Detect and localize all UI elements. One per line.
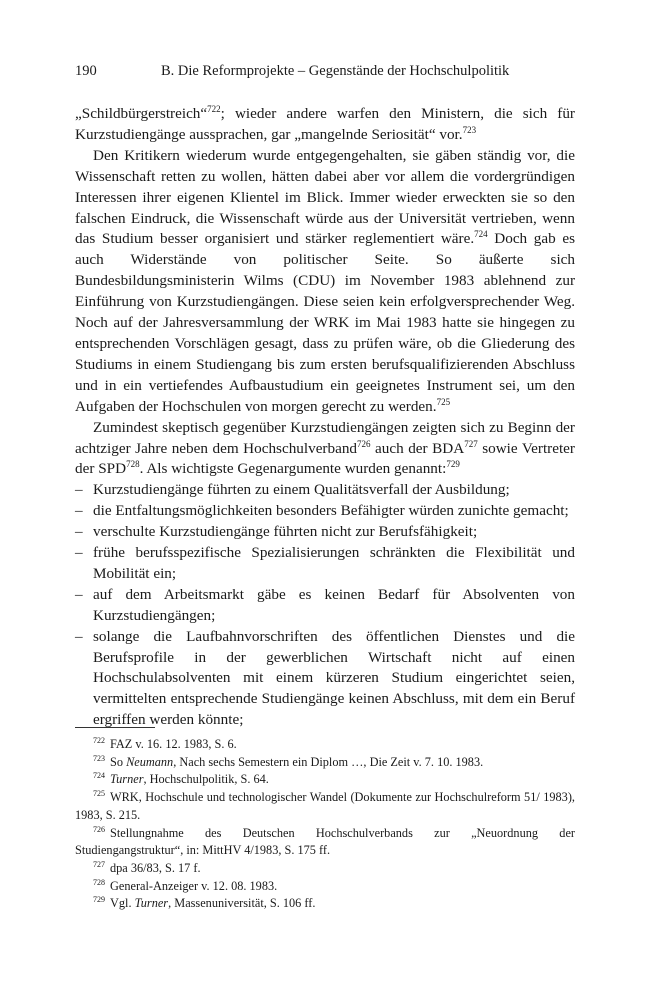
text-run: Doch gab es auch Widerstände von politischer Seite. So äußerte sich Bundesbildungsministerin Wilms (CDU) im November 1983 ablehnend zur Einführung von Kurzstudiengängen. Diese seien kein erfolgversprechender Weg. Noch auf der Jahresversammlung der WRK im Mai 1983 hatte sie hingegen zu entsprechenden Vorschlägen gesagt, dass zu prüfen wäre, ob die Gliederung des Studiums in einem Studiengang bis zum ersten berufsqualifizierenden Abschluss und in ein vertiefendes Aufbaustudium ein geeignetes Instrument sei, um den Aufgaben der Hochschulen von morgen gerecht zu werden. xyxy=(75,230,575,415)
text-run: WRK, Hochschule und technologischer Wandel (Dokumente zur Hochschulreform 51/ 1983), 1983, S. 215. xyxy=(75,790,575,822)
text-run: , Hochschulpolitik, S. 64. xyxy=(143,772,269,787)
footnote-number: 725 xyxy=(93,789,105,799)
text-run: Vgl. xyxy=(110,896,135,911)
footnote-rule xyxy=(75,727,155,728)
author-name: Turner xyxy=(110,772,144,787)
text-run: sowie Vertreter der SPD xyxy=(75,439,575,478)
footnote xyxy=(75,771,575,789)
text-run: dpa 36/83, S. 17 f. xyxy=(110,860,201,875)
footnote-number: 722 xyxy=(93,736,105,745)
text-run: Den Kritikern wiederum wurde entgegengehalten, sie gäben ständig vor, die Wissenschaft retten zu wollen, hätten dabei aber vor allem die vordergründigen Interessen ihrer eigenen Klientel im Blick. Immer wieder erweckten sie so den falschen Eindruck, die Wissenschaft würde aus der Universität vertrieben, wenn das Studium besser organisiert und stärker reglementiert wäre. xyxy=(75,146,575,248)
footnote-number: 726 xyxy=(93,824,105,834)
footnote xyxy=(75,825,575,860)
text-run: ; wieder andere warfen den Ministern, die sich für Kurzstudiengänge aussprachen, gar „mangelnde Seriosität“ vor. xyxy=(75,105,575,143)
footnote xyxy=(75,860,575,878)
footnote-ref: 725 xyxy=(436,396,451,407)
footnote-number: 728 xyxy=(93,877,105,887)
text-run: „Schildbürgerstreich“ xyxy=(75,105,208,122)
footnote xyxy=(75,895,575,913)
list-item: – Kurzstudiengänge führten zu einem Qualitätsverfall der Ausbildung; xyxy=(75,480,575,501)
text-run: General-Anzeiger v. 12. 08. 1983. xyxy=(110,878,278,893)
text-run: , Massenuniversität, S. 106 ff. xyxy=(168,896,316,911)
text-run: FAZ v. 16. 12. 1983, S. 6. xyxy=(110,737,237,751)
footnote-number: 724 xyxy=(93,771,105,781)
footnote-ref: 727 xyxy=(464,438,478,449)
text-run: Stellungnahme des Deutschen Hochschulverbands zur „Neuordnung der Studiengangstruktur“, in: MittHV 4/1983, S. 175 ff. xyxy=(75,825,575,858)
list-item: – verschulte Kurzstudiengänge führten nicht zur Berufsfähigkeit; xyxy=(75,522,575,543)
list-item: – frühe berufsspezifische Spezialisierungen schränkten die Flexibilität und Mobilität ein; xyxy=(75,543,575,585)
footnote xyxy=(75,754,575,772)
list-item: – die Entfaltungsmöglichkeiten besonders Befähigter würden zunichte gemacht; xyxy=(75,501,575,522)
list-item: – auf dem Arbeitsmarkt gäbe es keinen Bedarf für Absolventen von Kurzstudiengängen; xyxy=(75,585,575,627)
footnote-number: 723 xyxy=(93,753,105,763)
footnote xyxy=(75,789,575,824)
paragraph xyxy=(75,104,575,146)
footnote-ref: 724 xyxy=(474,229,488,240)
footnote-ref: 729 xyxy=(446,459,460,470)
author-name: Turner xyxy=(134,896,169,911)
author-name: Neumann xyxy=(126,754,174,769)
body-text xyxy=(75,104,575,731)
footnotes xyxy=(75,736,575,913)
text-run: So xyxy=(110,754,127,769)
text-run: . Als wichtigste Gegenargumente wurden genannt: xyxy=(139,460,447,478)
footnote xyxy=(75,736,575,754)
paragraphs xyxy=(75,104,575,480)
text-run: Zumindest skeptisch gegenüber Kurzstudiengängen zeigten sich zu Beginn der achtziger Jahre neben dem Hochschulverband xyxy=(75,418,575,457)
paragraph xyxy=(75,146,575,418)
footnote-ref: 728 xyxy=(126,459,140,470)
footnote-number: 729 xyxy=(93,895,105,905)
footnote xyxy=(75,878,575,896)
running-title: B. Die Reformprojekte – Gegenstände der Hochschulpolitik xyxy=(161,63,510,79)
footnote-number: 727 xyxy=(93,859,105,869)
footnote-ref: 722 xyxy=(207,104,221,114)
text-run: , Nach sechs Semestern ein Diplom …, Die Zeit v. 7. 10. 1983. xyxy=(173,754,484,769)
paragraph xyxy=(75,418,575,481)
list-item: – solange die Laufbahnvorschriften des öffentlichen Dienstes und die Berufsprofile in der gewerblichen Wirtschaft nicht auf einen Hochschulabsolventen mit einem kürzeren Studium eingerichtet seien, vermittelten entsprechende Studiengänge keinen Abschluss, mit dem ein Beruf ergriffen werden könnte; xyxy=(75,627,575,732)
footnote-ref: 723 xyxy=(462,124,477,135)
text-run: auch der BDA xyxy=(370,439,465,457)
argument-list xyxy=(75,480,575,731)
footnote-ref: 726 xyxy=(357,438,371,449)
page-number: 190 xyxy=(75,63,97,79)
